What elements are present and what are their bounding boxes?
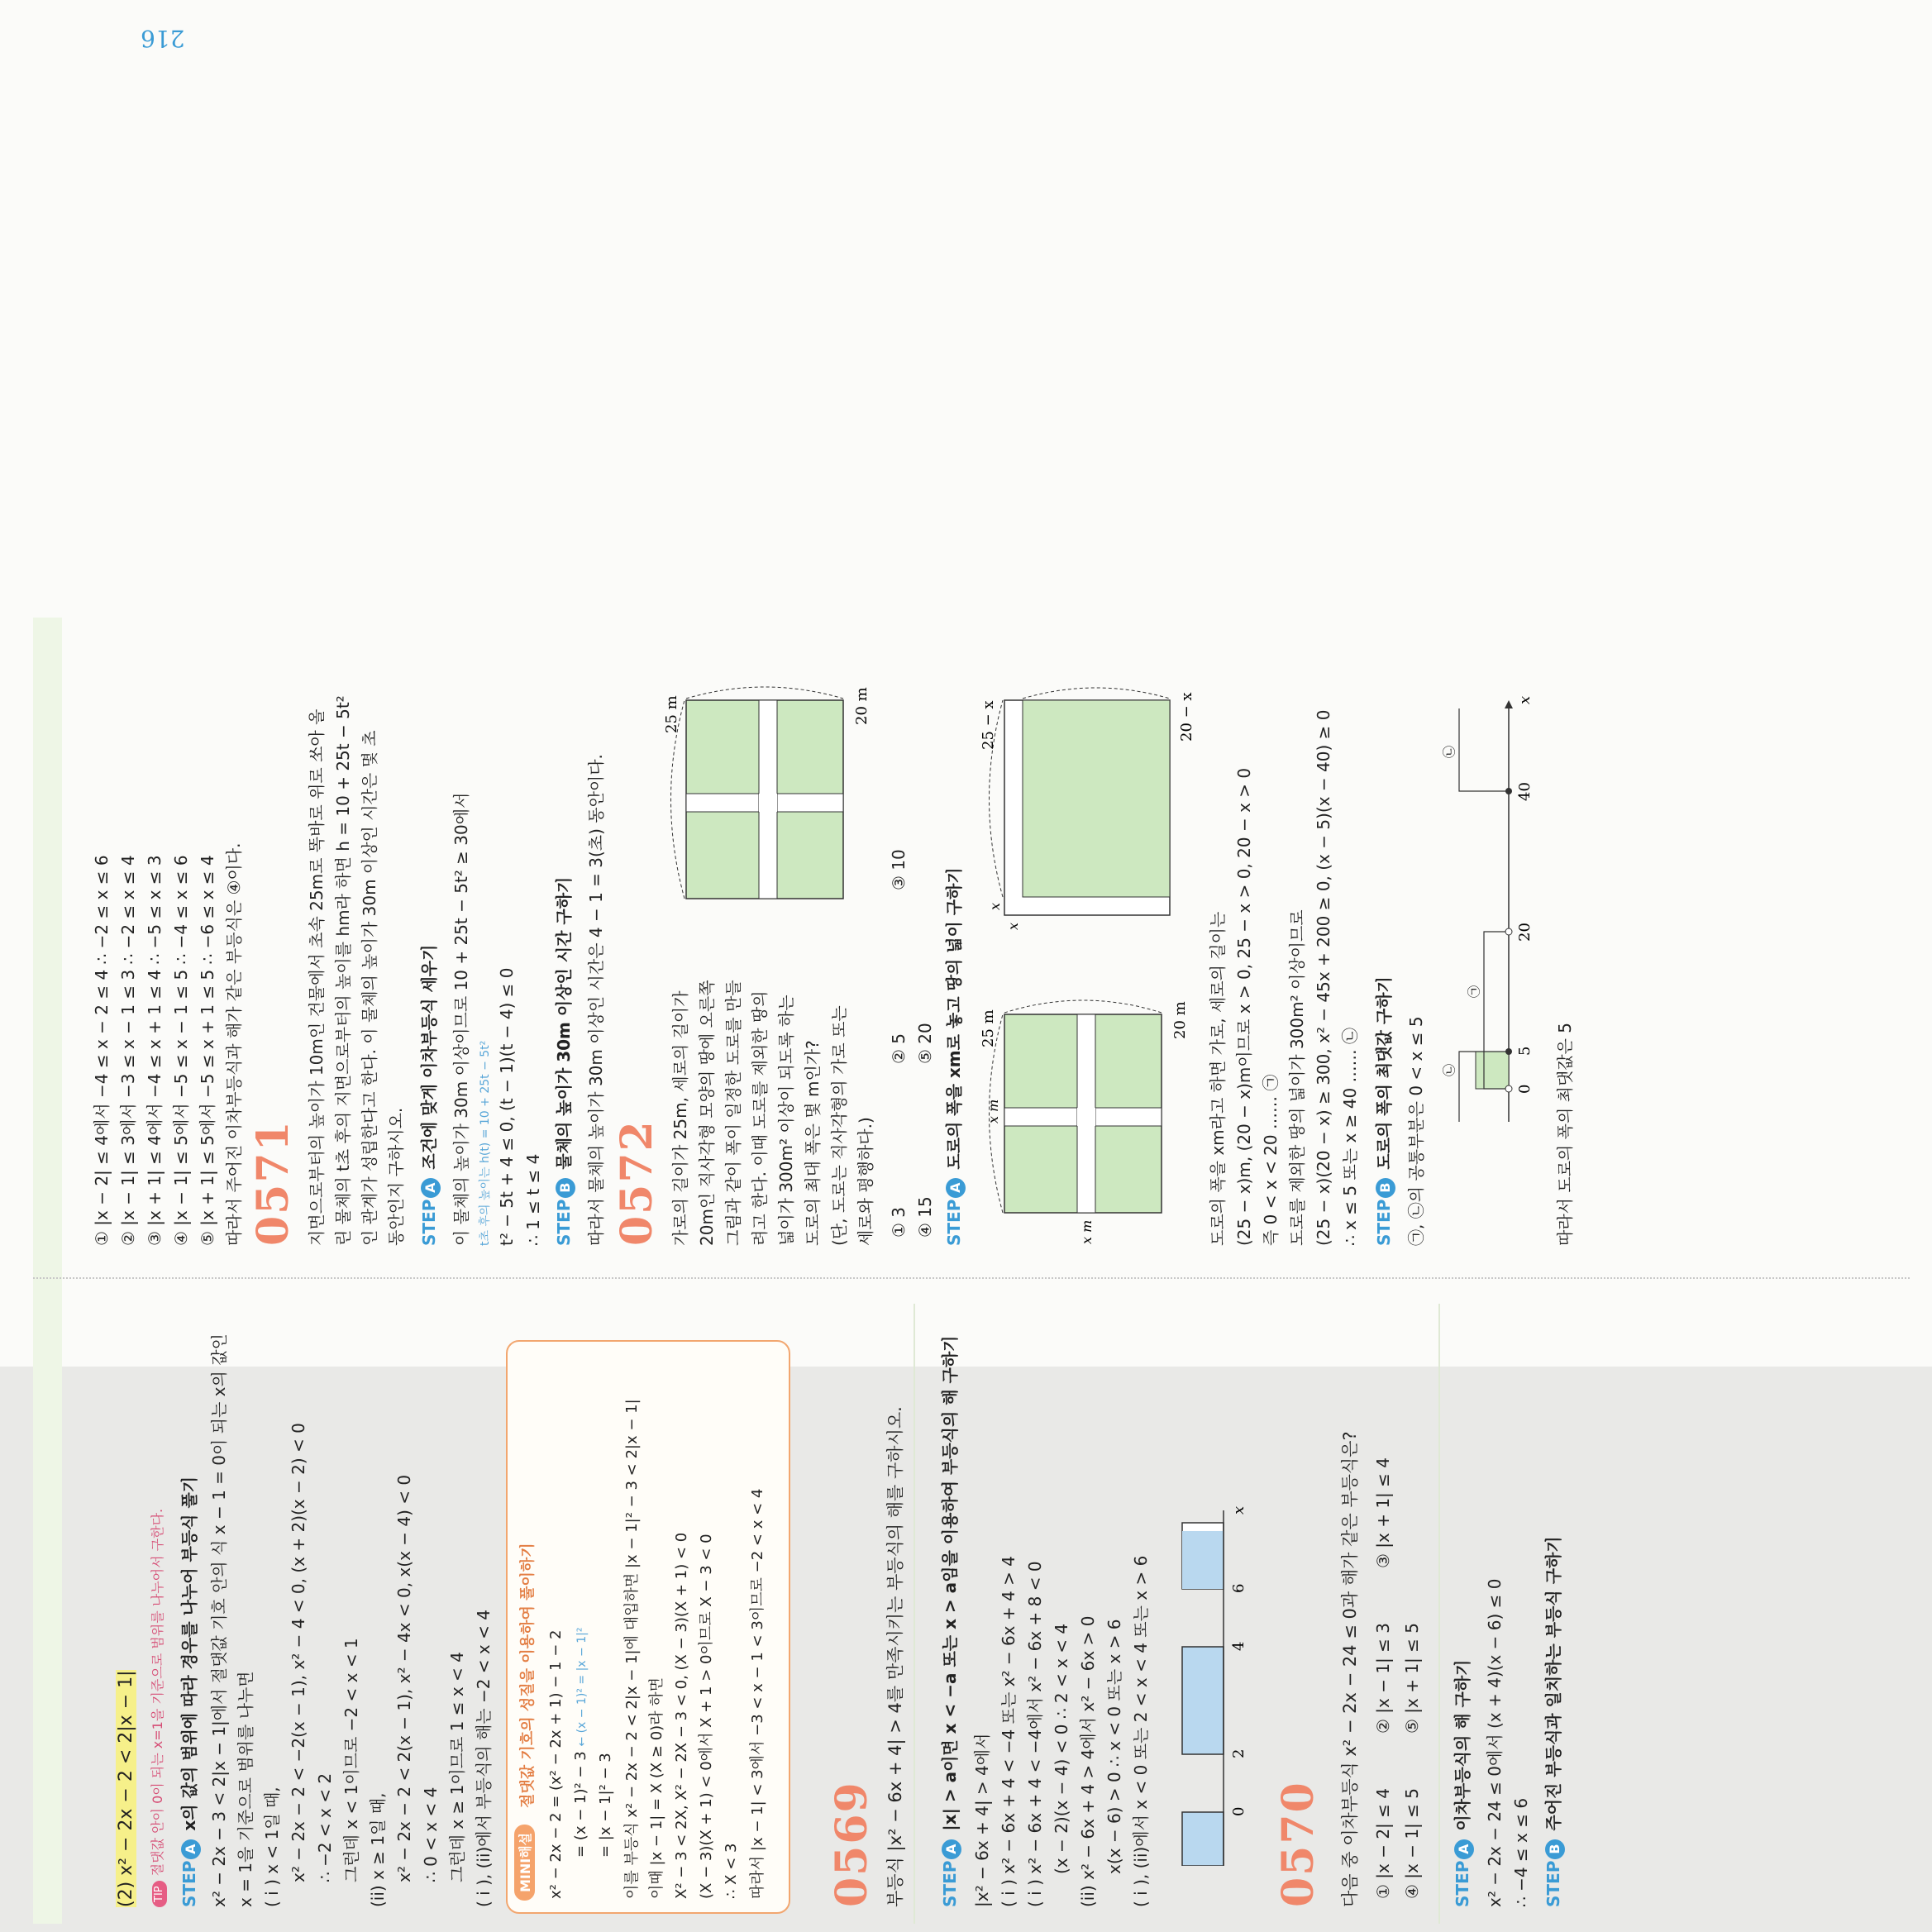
problem-number-0572: 0572 (612, 1119, 662, 1246)
q0572-line-6: (단, 도로는 직사각형의 가로 또는 (829, 1005, 849, 1246)
q0572-line-1: 20m인 직사각형 모양의 땅에 오른쪽 (697, 980, 717, 1246)
p0570-stepA: STEPA이차부등식의 해 구하기 (1453, 1659, 1472, 1907)
fig-top: 25 m (663, 695, 680, 733)
axis-mark-1: ㉡ (1442, 1063, 1457, 1076)
p0572-figure-3 (971, 667, 1203, 940)
p0572-figure (661, 675, 876, 923)
left-line-1: x = 1을 기준으로 범위를 나누면 (236, 1671, 255, 1907)
fig-side: 20 m (853, 687, 871, 725)
fig3-x1: x (987, 902, 1003, 910)
region-left (1182, 1812, 1224, 1866)
p0569-line-3: (x − 2)(x − 4) < 0 ∴ 2 < x < 4 (1052, 1623, 1071, 1874)
left-line-9: 그런데 x ≥ 1이므로 1 ≤ x < 4 (447, 1652, 467, 1882)
p0572-stepA: STEPA도로의 폭을 xm로 놓고 땅의 넓이 구하기 (944, 867, 964, 1246)
q0572-line-5: 도로의 최대 폭은 몇 m인가? (803, 1040, 823, 1246)
fig2-xm1: x m (985, 1099, 1001, 1123)
left-line-10: ( i ), (ii)에서 부등식의 해는 −2 < x < 4 (474, 1610, 494, 1907)
fig3-top: 25 − x (980, 700, 997, 750)
p0571-stepB-line: 따라서 물체의 높이가 30m 이상인 시간은 4 − 1 = 3(초) 동안이다. (586, 754, 606, 1246)
axis-mark-3: ㉡ (1442, 745, 1457, 758)
page-number: 216 (141, 25, 185, 52)
left-line-3: x² − 2x − 2 < −2(x − 1), x² − 4 < 0, (x + 2)(x − 2) < 0 (289, 1423, 308, 1882)
q0571-line-2: 인 관계가 성립한다고 한다. 이 물체의 높이가 30m 이상인 시간은 몇 초 (360, 730, 379, 1246)
p0569-line-2: ( i ) x² − 6x + 4 < −4에서 x² − 6x + 8 < 0 (1025, 1561, 1045, 1907)
p0572-stepA-line-5: ∴ x ≤ 5 또는 x ≥ 40 …… ㉡ (1340, 1028, 1360, 1246)
rt-line-5: 따라서 주어진 이차부등식과 해가 같은 부등식은 ④이다. (224, 842, 244, 1246)
mini-line-8: 따라서 |x − 1| < 3에서 −3 < x − 1 < 3이므로 −2 < x < 4 (749, 1488, 766, 1899)
left-line-2: ( i ) x < 1일 때, (262, 1787, 282, 1907)
axis-mark-2: ㉠ (1467, 985, 1481, 998)
p0572-choice-5: ⑤ 20 (915, 1023, 935, 1064)
problem-number-0570: 0570 (1273, 1781, 1324, 1907)
q0571-line-0: 지면으로부터의 높이가 10m인 건물에서 초속 25m로 똑바로 위로 쏘아 올 (307, 708, 327, 1246)
mini-line-7: ∴ X < 3 (723, 1843, 740, 1899)
p0572-stepA-line-2: 즉 0 < x < 20 …… ㉠ (1261, 1074, 1281, 1246)
p0571-stepA-line-1: t² − 5t + 4 ≤ 0, (t − 1)(t − 4) ≤ 0 (497, 967, 517, 1246)
p0571-stepA-line-2: ∴ 1 ≤ t ≤ 4 (523, 1153, 543, 1246)
p0570-stepA-line-0: x² − 2x − 24 ≤ 0에서 (x + 4)(x − 6) ≤ 0 (1485, 1578, 1505, 1907)
tick-0: 0 (1516, 1084, 1534, 1094)
p0572-number-line (1430, 692, 1546, 1122)
axis-var: x (1516, 695, 1534, 704)
mini-line-5: X² − 3 < 2X, X² − 2X − 3 < 0, (X − 3)(X + 1) < 0 (673, 1532, 690, 1899)
rt-line-2: ③ |x + 1| ≤ 4에서 −4 ≤ x + 1 ≤ 4 ∴ −5 ≤ x ≤ 3 (145, 855, 165, 1246)
common-region (1476, 1052, 1509, 1089)
fig3-x2: x (1005, 922, 1021, 930)
p0569-line-4: (ii) x² − 6x + 4 > 4에서 x² − 6x > 0 (1078, 1615, 1098, 1907)
tick-6: 6 (1230, 1583, 1247, 1593)
p0571-stepA: STEPA조건에 맞게 이차부등식 세우기 (419, 944, 439, 1246)
left-line-8: ∴ 0 < x < 4 (421, 1787, 441, 1882)
p0570-choice-3: ③ |x + 1| ≤ 4 (1373, 1457, 1393, 1568)
left-line-4: ∴ −2 < x < 2 (315, 1772, 335, 1882)
p0572-stepA-line-3: 도로를 제외한 땅의 넓이가 300m² 이상이므로 (1287, 909, 1307, 1246)
p0570-choice-4: ④ |x − 1| ≤ 5 (1402, 1788, 1422, 1899)
p0570-choice-1: ① |x − 2| ≤ 4 (1373, 1788, 1393, 1899)
p0571-stepB: STEPB물체의 높이가 30m 이상인 시간 구하기 (554, 876, 574, 1246)
q0572-line-4: 넓이가 300m² 이상이 되도록 하는 (776, 995, 796, 1246)
p0572-stepA-line-4: (25 − x)(20 − x) ≥ 300, x² − 45x + 200 ≥ 0, (x − 5)(x − 40) ≥ 0 (1314, 709, 1333, 1246)
left-line-0: x² − 2x − 3 < 2|x − 1|에서 절댓값 기호 안의 식 x − 1 = 0이 되는 x의 값인 (209, 1333, 229, 1907)
left-line-5: 그런데 x < 1이므로 −2 < x < 1 (341, 1638, 361, 1882)
mini-tag: MINI해설 (514, 1825, 535, 1901)
tick-0: 0 (1230, 1806, 1247, 1816)
rt-line-0: ① |x − 2| ≤ 4에서 −4 ≤ x − 2 ≤ 4 ∴ −2 ≤ x ≤ 6 (92, 855, 112, 1246)
p0570-stepB: STEPB주어진 부등식과 일치하는 부등식 구하기 (1543, 1536, 1563, 1907)
p0572-stepA-line-1: (25 − x)m, (20 − x)m이므로 x > 0, 25 − x > 0, 20 − x > 0 (1234, 767, 1254, 1246)
p0571-note: t초 후의 높이는 h(t) = 10 + 25t − 5t² (479, 1040, 492, 1246)
p0569-number-line (1157, 1502, 1265, 1866)
problem-number-0569: 0569 (827, 1781, 877, 1907)
p0572-choice-4: ④ 15 (915, 1196, 935, 1238)
left-stepA: STEPAx의 값의 범위에 따라 경우를 나누어 부등식 풀기 (179, 1476, 199, 1907)
p0572-final: 따라서 도로의 폭의 최댓값은 5 (1555, 1023, 1575, 1246)
p0572-stepA-line-0: 도로의 폭을 xm라고 하면 가로, 세로의 길이는 (1208, 911, 1228, 1246)
q0572-line-7: 세로와 평행하다.) (856, 1117, 875, 1246)
q0572-line-3: 려고 한다. 이때 도로를 제외한 땅의 (750, 990, 770, 1246)
part2-tip: TIP절댓값 안이 0이 되는 x=1을 기준으로 범위를 나누어서 구한다. (147, 1509, 167, 1907)
axis-var: x (1230, 1505, 1247, 1515)
q0571-line-1: 린 물체의 t초 후의 지면으로부터의 높이를 hm라 하면 h = 10 + 25t − 5t² (333, 695, 353, 1246)
q0572-line-2: 그림과 같이 폭이 일정한 도로를 만들 (723, 980, 743, 1246)
left-line-7: x² − 2x − 2 < 2(x − 1), x² − 4x < 0, x(x − 4) < 0 (394, 1474, 414, 1882)
p0572-figure-2 (971, 965, 1203, 1246)
problem-number-0571: 0571 (248, 1119, 298, 1246)
part2-title: (2) x² − 2x − 2 < 2|x − 1| (116, 1670, 136, 1907)
fig2-xm2: x m (1079, 1219, 1095, 1244)
mini-title: 절댓값 기호의 성질을 이용하여 풀이하기 (519, 1543, 537, 1808)
mini-line-3: 이를 부등식 x² − 2x − 2 < 2|x − 1|에 대입하면 |x − 1|² − 3 < 2|x − 1| (623, 1399, 641, 1899)
fig3-side: 20 − x (1178, 692, 1195, 742)
q0571-line-3: 동안인지 구하시오. (386, 1107, 406, 1246)
mini-line-2: = |x − 1|² − 3 (597, 1753, 614, 1858)
p0570-stepA-line-1: ∴ −4 ≤ x ≤ 6 (1511, 1797, 1531, 1907)
p0569-line-6: ( i ), (ii)에서 x < 0 또는 2 < x < 4 또는 x > 6 (1131, 1555, 1151, 1907)
rt-line-1: ② |x − 1| ≤ 3에서 −3 ≤ x − 1 ≤ 3 ∴ −2 ≤ x ≤ 4 (118, 855, 138, 1246)
rt-line-3: ④ |x − 1| ≤ 5에서 −5 ≤ x − 1 ≤ 5 ∴ −4 ≤ x ≤ 6 (171, 855, 191, 1246)
p0569-line-5: x(x − 6) > 0 ∴ x < 0 또는 x > 6 (1104, 1619, 1124, 1874)
q0570: 다음 중 이차부등식 x² − 2x − 24 ≤ 0과 해가 같은 부등식은? (1340, 1431, 1360, 1907)
mini-line-1: = (x − 1)² − 3 ← (x − 1)² = |x − 1|² (572, 1627, 589, 1858)
tick-5: 5 (1516, 1046, 1534, 1056)
q0569: 부등식 |x² − 6x + 4| > 4를 만족시키는 부등식의 해를 구하시오. (885, 1406, 905, 1907)
p0572-stepB: STEPB도로의 폭의 최댓값 구하기 (1374, 976, 1394, 1246)
fig2-top: 25 m (980, 1009, 997, 1047)
tick-20: 20 (1516, 923, 1534, 942)
p0572-choice-2: ② 5 (889, 1033, 909, 1064)
rotated-content (0, 565, 1932, 1932)
p0570-choice-2: ② |x − 1| ≤ 3 (1373, 1623, 1393, 1734)
mini-line-6: (X − 3)(X + 1) < 0에서 X + 1 > 0이므로 X − 3 < 0 (698, 1534, 715, 1899)
p0570-choice-5: ⑤ |x + 1| ≤ 5 (1402, 1623, 1422, 1734)
p0571-stepA-line-0: 이 물체의 높이가 30m 이상이므로 10 + 25t − 5t² ≥ 30에서 (451, 792, 471, 1246)
tick-40: 40 (1516, 782, 1534, 801)
mini-line-0: x² − 2x − 2 = (x² − 2x + 1) − 1 − 2 (547, 1629, 565, 1899)
column-divider (33, 1277, 1910, 1279)
p0572-choice-3: ③ 10 (889, 849, 909, 890)
fig2-side: 20 m (1171, 1001, 1189, 1039)
q0572-line-0: 가로의 길이가 25m, 세로의 길이가 (670, 990, 690, 1246)
tick-2: 2 (1230, 1748, 1247, 1758)
tick-4: 4 (1230, 1641, 1247, 1651)
mini-line-4: 이때 |x − 1| = X (X ≥ 0)라 하면 (648, 1677, 665, 1899)
p0569-line-1: ( i ) x² − 6x + 4 < −4 또는 x² − 6x + 4 > 4 (999, 1556, 1018, 1907)
p0572-stepB-line-0: ㉠, ㉡의 공통부분은 0 < x ≤ 5 (1406, 1016, 1426, 1246)
left-line-6: (ii) x ≥ 1일 때, (368, 1792, 388, 1907)
p0572-choice-1: ① 3 (889, 1206, 909, 1238)
region-middle (1182, 1647, 1224, 1754)
p0569-line-0: |x² − 6x + 4| > 4에서 (972, 1733, 992, 1907)
p0569-stepA: STEPA|x| > a이면 x < −a 또는 x > a임을 이용하여 부등식의 해 구하기 (940, 1335, 960, 1907)
rt-line-4: ⑤ |x + 1| ≤ 5에서 −5 ≤ x + 1 ≤ 5 ∴ −6 ≤ x ≤ 4 (198, 855, 217, 1246)
